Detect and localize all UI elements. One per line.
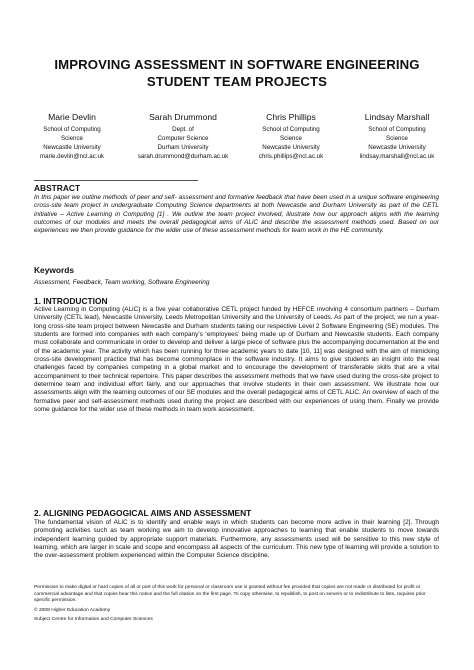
author-email: lindsay.marshall@ncl.ac.uk bbox=[359, 153, 435, 160]
paper-title: IMPROVING ASSESSMENT IN SOFTWARE ENGINEERING STUDENT TEAM PROJECTS bbox=[54, 57, 420, 89]
author-affiliation: School of Computing bbox=[262, 126, 320, 133]
author-email: sarah.drummond@durham.ac.uk bbox=[137, 153, 229, 160]
author-block bbox=[128, 111, 238, 161]
divider-rule bbox=[34, 180, 198, 181]
author-name: Lindsay Marshall bbox=[364, 112, 430, 122]
copyright-notice: © 2008 Higher Education Academy bbox=[34, 608, 111, 613]
section-1-text: Active Learning in Computing (ALiC) is a five year collaborative CETL project funded by HEFCE involving 4 consortium partners – Durham University (CETL lead), Newcastle University, Leeds Metropolitan University and the University of Leeds. As part of the project, we run a year-long cross-site team project between Newcastle and Durham students taking our respective Level 2 Software Engineering (SE) modules. The students are formed into companies with each company’s ‘employees’ being made up of Durham and Newcastle students. Each company must collaborate and communicate in order to develop and deliver a large piece of software plus the accompanying documentation at the end of the academic year. The activity which has been running for three academic years to date [10, 11] was designed with the aim of mimicking cross-site development practice that has become commonplace in the software industry. It aims to give students an insight into the real challenges faced by companies competing in a global market and to encourage the development of transferable skills that are a vital accompaniment to their technical repertoire. This paper describes the assessment methods that we have used during the cross-site project to determine team and individual effort fairly, and our approaches that involve students in their own assessment. We illustrate how our assessments align with the learning outcomes of our SE modules and the overall pedagogical aims of CETL ALiC. An overview of each of the formative peer and self-assessment methods used during the project are described with our experiences of using them. Finally we provide some guidance for the wider use of these methods in team work assessment. bbox=[34, 306, 439, 414]
author-affiliation: Science bbox=[60, 135, 83, 142]
author-affiliation: Dept. of bbox=[172, 126, 194, 133]
author-block bbox=[17, 111, 127, 161]
keywords-text: Assessment, Feedback, Team working, Software Engineering bbox=[34, 279, 210, 286]
author-affiliation: School of Computing bbox=[43, 126, 101, 133]
author-name: Sarah Drummond bbox=[149, 112, 217, 122]
author-affiliation: Science bbox=[279, 135, 302, 142]
author-affiliation: Durham University bbox=[157, 144, 209, 151]
author-email: chris.phillips@ncl.ac.uk bbox=[258, 153, 324, 160]
author-name: Chris Phillips bbox=[266, 112, 316, 122]
author-email: marie.devlin@ncl.ac.uk bbox=[39, 153, 105, 160]
author-affiliation: School of Computing bbox=[368, 126, 426, 133]
author-affiliation: Computer Science bbox=[157, 135, 209, 142]
author-block bbox=[236, 111, 346, 161]
author-affiliation: Science bbox=[385, 135, 408, 142]
author-affiliation: Newcastle University bbox=[262, 144, 320, 151]
subject-centre: Subject Centre for Information and Computer Sciences bbox=[34, 617, 153, 622]
author-block bbox=[342, 111, 452, 161]
keywords-heading: Keywords bbox=[34, 265, 75, 275]
section-2-heading: 2. ALIGNING PEDAGOGICAL AIMS AND ASSESSMENT bbox=[34, 508, 252, 518]
author-affiliation: Newcastle University bbox=[43, 144, 101, 151]
author-name: Marie Devlin bbox=[48, 112, 96, 122]
author-affiliation: Newcastle University bbox=[368, 144, 426, 151]
section-2-text: The fundamental vision of ALiC is to identify and enable ways in which students can become more active in their learning [2]. Through promoting activities such as team working we aim to develop innovative approaches to learning that enable students to move towards independent learning guided by appropriate support materials. Furthermore, any assessments used will be sensitive to this new style of learning, which are larger in scale and scope and encompass all aspects of the curriculum. This new type of learning will provide a solution to the over-assessment problem experienced within the Computer Science discipline. bbox=[34, 519, 439, 560]
abstract-text: In this paper we outline methods of peer and self- assessment and formative feedback that have been used in a unique software engineering cross-site team project in undergraduate Computing Science departments at both Newcastle and Durham University as part of the CETL initiative – Active Learning in Computing [1] . We outline the team project involved, illustrate how our approach aligns with the learning outcomes of our modules and meets the overall pedagogical aims of ALiC and describe the assessment methods used. Based on our experiences we then provide guidance for the wider use of these assessment methods for team work in the HE community. bbox=[34, 194, 439, 235]
section-1-heading: 1. INTRODUCTION bbox=[34, 296, 108, 306]
abstract-heading: ABSTRACT bbox=[34, 183, 81, 193]
permission-notice: Permission to make digital or hard copies of all or part of this work for personal or classroom use is granted without fee provided that copies are not made or distributed for profit or commercial advantage and that copies bear this notice and the full citation on the first page. To copy otherwise, to republish, to post on servers or to redistribute to lists, requires prior specific permission. bbox=[34, 585, 426, 604]
